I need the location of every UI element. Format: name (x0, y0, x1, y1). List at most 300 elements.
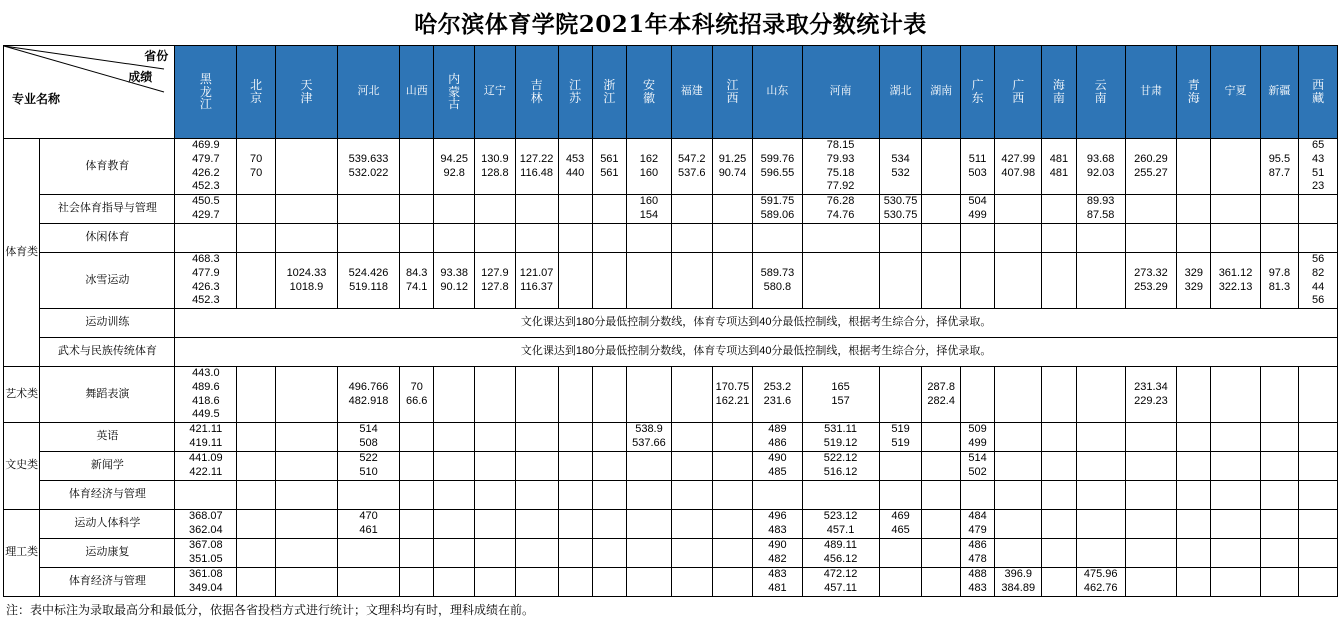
score-cell (1076, 481, 1125, 510)
score-cell (627, 510, 672, 539)
score-cell (400, 568, 434, 597)
score-cell (434, 510, 475, 539)
score-cell (275, 452, 337, 481)
score-cell: 490 485 (753, 452, 802, 481)
score-cell (1260, 195, 1299, 224)
score-cell (802, 253, 879, 309)
score-cell: 561 561 (592, 139, 626, 195)
table-row (4, 452, 1338, 481)
corner-score-label: 成绩 (128, 70, 153, 84)
major-name: 冰雪运动 (40, 253, 175, 309)
score-cell (1260, 224, 1299, 253)
major-name: 社会体育指导与管理 (40, 195, 175, 224)
score-cell (1177, 139, 1211, 195)
score-cell (1211, 423, 1260, 452)
score-cell (1177, 481, 1211, 510)
score-cell (237, 568, 276, 597)
score-cell (1042, 510, 1076, 539)
score-cell: 367.08 351.05 (175, 539, 237, 568)
score-cell (960, 224, 994, 253)
score-cell (1042, 481, 1076, 510)
score-cell (275, 139, 337, 195)
score-cell: 488 483 (960, 568, 994, 597)
score-cell: 396.9 384.89 (995, 568, 1042, 597)
score-cell (275, 367, 337, 423)
score-cell (400, 423, 434, 452)
score-cell (1177, 195, 1211, 224)
score-cell (1299, 539, 1338, 568)
policy-note: 文化课达到180分最低控制分数线，体育专项达到40分最低控制线，根据考生综合分，择优录取。 (175, 309, 1338, 338)
score-cell (1211, 367, 1260, 423)
major-name: 新闻学 (40, 452, 175, 481)
score-cell (1299, 423, 1338, 452)
score-cell: 260.29 255.27 (1125, 139, 1176, 195)
score-cell (1076, 510, 1125, 539)
score-cell (515, 452, 558, 481)
score-cell: 65 43 51 23 (1299, 139, 1338, 195)
score-table (3, 45, 1338, 597)
score-cell: 469 465 (879, 510, 922, 539)
score-cell (1076, 423, 1125, 452)
province-header-17: 广 东 (960, 46, 994, 139)
score-cell (275, 224, 337, 253)
score-cell (592, 367, 626, 423)
score-cell: 130.9 128.8 (475, 139, 516, 195)
province-header-19: 海 南 (1042, 46, 1076, 139)
score-cell (1076, 539, 1125, 568)
score-cell (558, 568, 592, 597)
score-cell (922, 195, 961, 224)
score-cell: 421.11 419.11 (175, 423, 237, 452)
score-cell (960, 481, 994, 510)
score-cell (671, 568, 712, 597)
score-cell (995, 224, 1042, 253)
score-cell: 489.11 456.12 (802, 539, 879, 568)
score-cell (475, 452, 516, 481)
score-cell (1125, 481, 1176, 510)
score-cell: 509 499 (960, 423, 994, 452)
score-cell (1299, 510, 1338, 539)
score-cell (1177, 452, 1211, 481)
score-cell (275, 539, 337, 568)
score-cell (1211, 224, 1260, 253)
score-cell (1211, 139, 1260, 195)
score-cell (1177, 510, 1211, 539)
score-cell (1260, 423, 1299, 452)
score-cell: 483 481 (753, 568, 802, 597)
score-cell (237, 253, 276, 309)
score-cell (627, 224, 672, 253)
table-row (4, 539, 1338, 568)
score-cell (1260, 510, 1299, 539)
score-cell: 534 532 (879, 139, 922, 195)
score-cell (515, 224, 558, 253)
score-cell: 78.15 79.93 75.18 77.92 (802, 139, 879, 195)
score-cell: 287.8 282.4 (922, 367, 961, 423)
score-cell (434, 423, 475, 452)
province-header-20: 云 南 (1076, 46, 1125, 139)
score-cell: 519 519 (879, 423, 922, 452)
score-cell (879, 481, 922, 510)
score-cell (1260, 568, 1299, 597)
score-cell (1299, 195, 1338, 224)
score-cell (237, 195, 276, 224)
province-header-25: 西 藏 (1299, 46, 1338, 139)
score-cell (400, 195, 434, 224)
score-cell (400, 481, 434, 510)
category-label: 理工类 (4, 510, 40, 597)
score-cell (627, 568, 672, 597)
score-cell (338, 568, 400, 597)
province-header-12: 江 西 (712, 46, 753, 139)
score-cell: 165 157 (802, 367, 879, 423)
score-cell (1260, 367, 1299, 423)
score-cell (712, 253, 753, 309)
score-cell: 441.09 422.11 (175, 452, 237, 481)
score-cell: 522.12 516.12 (802, 452, 879, 481)
score-cell (1211, 539, 1260, 568)
score-cell (995, 423, 1042, 452)
score-cell (515, 195, 558, 224)
score-cell (592, 224, 626, 253)
score-cell (802, 224, 879, 253)
policy-note: 文化课达到180分最低控制分数线，体育专项达到40分最低控制线，根据考生综合分，择优录取。 (175, 338, 1338, 367)
score-cell: 470 461 (338, 510, 400, 539)
province-header-15: 湖北 (879, 46, 922, 139)
score-cell (475, 539, 516, 568)
score-cell: 170.75 162.21 (712, 367, 753, 423)
score-cell (558, 510, 592, 539)
score-cell: 91.25 90.74 (712, 139, 753, 195)
score-cell: 599.76 596.55 (753, 139, 802, 195)
score-cell (592, 452, 626, 481)
score-cell (237, 423, 276, 452)
score-cell (1211, 568, 1260, 597)
major-name: 武术与民族传统体育 (40, 338, 175, 367)
score-cell (1042, 253, 1076, 309)
score-cell (671, 195, 712, 224)
score-cell (592, 423, 626, 452)
score-cell: 538.9 537.66 (627, 423, 672, 452)
score-cell (1076, 253, 1125, 309)
score-cell: 530.75 530.75 (879, 195, 922, 224)
score-cell (1177, 539, 1211, 568)
score-cell (802, 481, 879, 510)
score-cell (922, 423, 961, 452)
corner-province-label: 省份 (144, 49, 169, 63)
score-cell (237, 510, 276, 539)
score-cell (1260, 481, 1299, 510)
score-cell (879, 452, 922, 481)
score-cell (1042, 195, 1076, 224)
table-row (4, 510, 1338, 539)
score-cell (1076, 367, 1125, 423)
score-cell: 472.12 457.11 (802, 568, 879, 597)
score-cell (1125, 568, 1176, 597)
score-cell: 443.0 489.6 418.6 449.5 (175, 367, 237, 423)
score-cell (400, 510, 434, 539)
score-cell: 70 70 (237, 139, 276, 195)
score-cell (175, 481, 237, 510)
score-cell (995, 510, 1042, 539)
score-cell (712, 423, 753, 452)
major-name: 体育经济与管理 (40, 568, 175, 597)
score-cell: 539.633 532.022 (338, 139, 400, 195)
score-cell (434, 195, 475, 224)
score-cell (558, 539, 592, 568)
score-cell (627, 253, 672, 309)
footnote: 注：表中标注为录取最高分和最低分，依据各省投档方式进行统计；文理科均有时，理科成绩在前。 (6, 603, 535, 617)
score-cell (1211, 195, 1260, 224)
score-cell (475, 423, 516, 452)
score-cell (475, 510, 516, 539)
score-cell: 127.22 116.48 (515, 139, 558, 195)
score-cell (592, 195, 626, 224)
score-cell (434, 481, 475, 510)
page-title: 哈尔滨体育学院2021年本科统招录取分数统计表 (414, 11, 927, 38)
score-cell (879, 367, 922, 423)
table-row (4, 568, 1338, 597)
score-cell (1042, 539, 1076, 568)
score-cell: 273.32 253.29 (1125, 253, 1176, 309)
score-cell (1125, 195, 1176, 224)
province-header-9: 浙 江 (592, 46, 626, 139)
province-header-3: 河北 (338, 46, 400, 139)
score-cell: 70 66.6 (400, 367, 434, 423)
score-cell: 231.34 229.23 (1125, 367, 1176, 423)
province-header-13: 山东 (753, 46, 802, 139)
score-cell (712, 481, 753, 510)
table-header (4, 46, 1338, 139)
score-cell (592, 510, 626, 539)
score-cell: 524.426 519.118 (338, 253, 400, 309)
score-cell (995, 195, 1042, 224)
score-cell (627, 452, 672, 481)
province-header-4: 山西 (400, 46, 434, 139)
score-cell: 489 486 (753, 423, 802, 452)
score-cell (1211, 481, 1260, 510)
score-cell: 93.38 90.12 (434, 253, 475, 309)
score-cell (475, 367, 516, 423)
table-corner-header (4, 46, 175, 139)
score-cell (1042, 423, 1076, 452)
province-header-23: 宁夏 (1211, 46, 1260, 139)
score-cell (275, 481, 337, 510)
score-cell: 481 481 (1042, 139, 1076, 195)
province-header-16: 湖南 (922, 46, 961, 139)
score-cell (712, 510, 753, 539)
score-cell (1042, 224, 1076, 253)
score-cell: 89.93 87.58 (1076, 195, 1125, 224)
score-cell (671, 253, 712, 309)
province-header-24: 新疆 (1260, 46, 1299, 139)
score-cell: 496.766 482.918 (338, 367, 400, 423)
score-cell (1042, 452, 1076, 481)
score-cell (995, 452, 1042, 481)
table-row (4, 309, 1338, 338)
score-cell (558, 195, 592, 224)
score-cell: 450.5 429.7 (175, 195, 237, 224)
score-cell: 523.12 457.1 (802, 510, 879, 539)
score-cell (712, 539, 753, 568)
score-cell (237, 481, 276, 510)
score-cell (671, 423, 712, 452)
score-cell (515, 367, 558, 423)
score-cell (922, 139, 961, 195)
score-cell (1076, 452, 1125, 481)
score-cell (671, 481, 712, 510)
score-cell (922, 253, 961, 309)
score-cell (592, 481, 626, 510)
score-cell (558, 367, 592, 423)
score-cell: 522 510 (338, 452, 400, 481)
table-row (4, 139, 1338, 195)
score-cell (922, 568, 961, 597)
score-cell (175, 224, 237, 253)
table-row (4, 481, 1338, 510)
score-cell: 511 503 (960, 139, 994, 195)
score-cell (1299, 367, 1338, 423)
score-cell (1042, 568, 1076, 597)
score-cell (434, 452, 475, 481)
province-header-21: 甘肃 (1125, 46, 1176, 139)
score-cell (400, 139, 434, 195)
score-cell (922, 510, 961, 539)
score-cell (400, 539, 434, 568)
score-cell (338, 224, 400, 253)
table-row (4, 367, 1338, 423)
score-cell (515, 481, 558, 510)
table-row (4, 338, 1338, 367)
score-cell (1260, 452, 1299, 481)
score-cell: 514 502 (960, 452, 994, 481)
score-cell (712, 224, 753, 253)
score-cell (879, 539, 922, 568)
score-cell (434, 367, 475, 423)
score-cell: 361.08 349.04 (175, 568, 237, 597)
major-name: 舞蹈表演 (40, 367, 175, 423)
province-header-2: 天 津 (275, 46, 337, 139)
score-cell (960, 367, 994, 423)
score-cell (1260, 539, 1299, 568)
score-cell (434, 568, 475, 597)
score-cell (475, 195, 516, 224)
score-cell (558, 452, 592, 481)
score-cell (275, 423, 337, 452)
score-cell (558, 481, 592, 510)
score-cell (627, 367, 672, 423)
score-cell (995, 253, 1042, 309)
score-cell (879, 224, 922, 253)
score-cell (879, 253, 922, 309)
score-cell: 486 478 (960, 539, 994, 568)
score-cell (338, 195, 400, 224)
score-cell (475, 224, 516, 253)
score-cell: 95.5 87.7 (1260, 139, 1299, 195)
province-header-8: 江 苏 (558, 46, 592, 139)
score-cell (558, 224, 592, 253)
score-cell: 514 508 (338, 423, 400, 452)
score-cell (515, 423, 558, 452)
score-cell (237, 224, 276, 253)
score-cell: 531.11 519.12 (802, 423, 879, 452)
score-cell (671, 224, 712, 253)
score-cell (592, 539, 626, 568)
score-cell (1299, 481, 1338, 510)
score-cell (671, 510, 712, 539)
table-row (4, 195, 1338, 224)
score-cell: 84.3 74.1 (400, 253, 434, 309)
table-row (4, 253, 1338, 309)
category-label: 文史类 (4, 423, 40, 510)
score-cell: 97.8 81.3 (1260, 253, 1299, 309)
score-cell: 475.96 462.76 (1076, 568, 1125, 597)
score-cell (1299, 224, 1338, 253)
score-cell (1125, 539, 1176, 568)
score-cell (712, 452, 753, 481)
score-cell: 94.25 92.8 (434, 139, 475, 195)
score-cell: 453 440 (558, 139, 592, 195)
major-name: 体育教育 (40, 139, 175, 195)
score-cell (434, 224, 475, 253)
score-cell (1125, 452, 1176, 481)
score-cell (237, 367, 276, 423)
score-cell (960, 253, 994, 309)
score-cell: 160 154 (627, 195, 672, 224)
score-cell (400, 452, 434, 481)
score-cell (922, 224, 961, 253)
score-cell (515, 539, 558, 568)
score-cell (592, 253, 626, 309)
score-cell: 484 479 (960, 510, 994, 539)
score-cell: 589.73 580.8 (753, 253, 802, 309)
category-label: 艺术类 (4, 367, 40, 423)
score-cell (1125, 224, 1176, 253)
score-cell (275, 568, 337, 597)
score-cell: 547.2 537.6 (671, 139, 712, 195)
score-cell (338, 539, 400, 568)
province-header-14: 河南 (802, 46, 879, 139)
score-cell: 162 160 (627, 139, 672, 195)
score-cell (922, 481, 961, 510)
score-cell: 56 82 44 56 (1299, 253, 1338, 309)
score-cell (515, 510, 558, 539)
score-cell (1211, 510, 1260, 539)
score-cell (434, 539, 475, 568)
major-name: 运动康复 (40, 539, 175, 568)
score-cell (1177, 367, 1211, 423)
score-cell (275, 510, 337, 539)
score-cell (995, 481, 1042, 510)
score-cell (671, 539, 712, 568)
score-cell (237, 539, 276, 568)
score-cell (558, 253, 592, 309)
table-row (4, 224, 1338, 253)
major-name: 休闲体育 (40, 224, 175, 253)
score-cell (922, 539, 961, 568)
score-cell (1042, 367, 1076, 423)
score-cell (627, 539, 672, 568)
score-cell (753, 481, 802, 510)
score-cell: 504 499 (960, 195, 994, 224)
score-cell (627, 481, 672, 510)
score-cell: 368.07 362.04 (175, 510, 237, 539)
score-cell: 1024.33 1018.9 (275, 253, 337, 309)
score-cell (1211, 452, 1260, 481)
province-header-10: 安 徽 (627, 46, 672, 139)
score-cell (1177, 224, 1211, 253)
major-name: 运动人体科学 (40, 510, 175, 539)
